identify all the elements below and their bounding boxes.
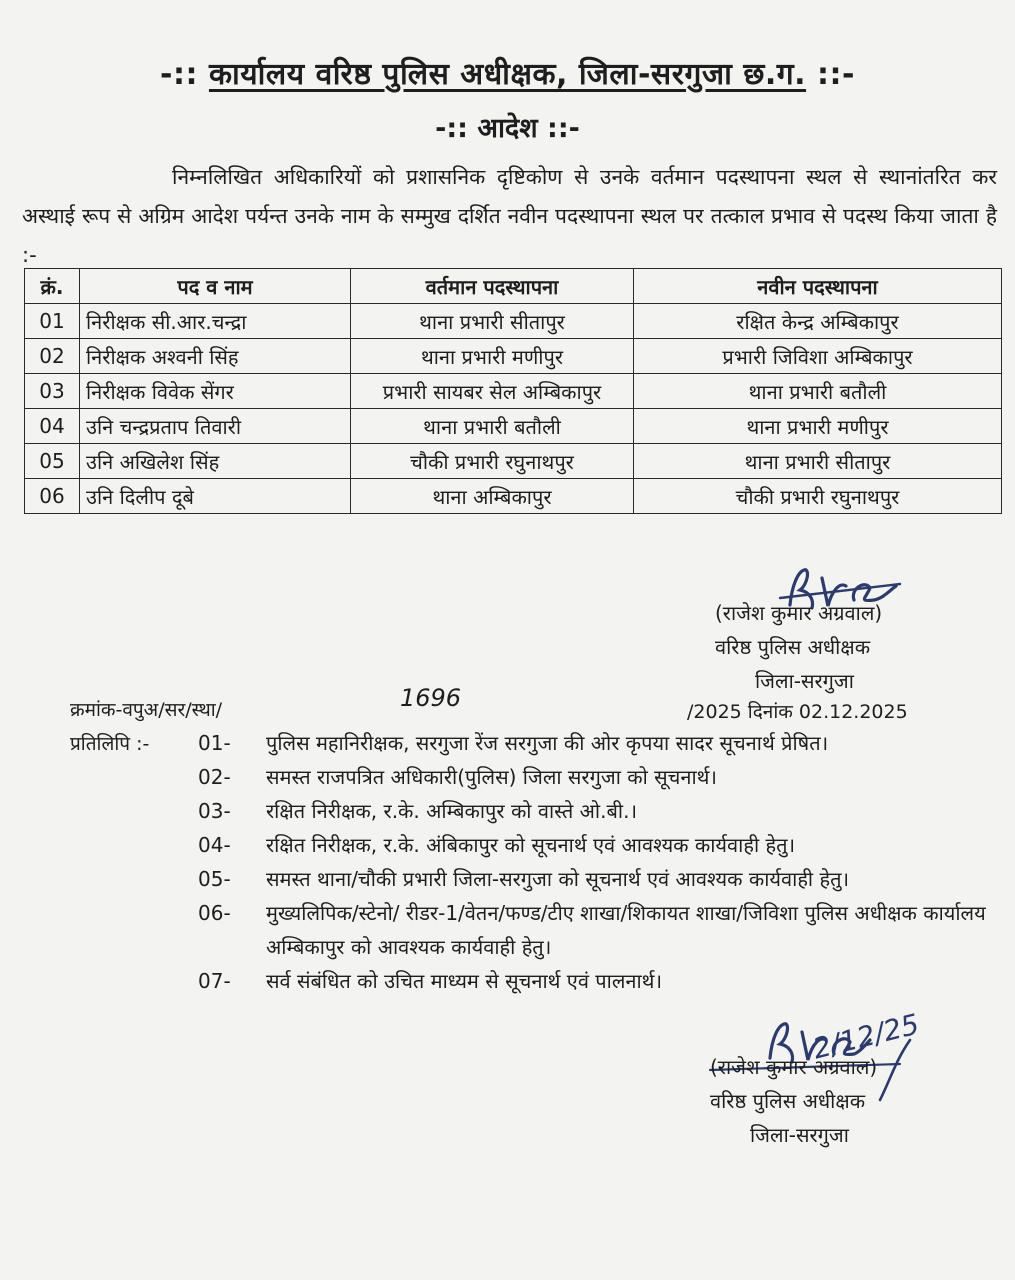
signatory-district: जिला-सरगुजा (755, 669, 854, 693)
copy-number: 05- (198, 867, 231, 891)
copy-list (198, 726, 988, 998)
copy-number: 03- (198, 799, 231, 823)
cell-serial: 02 (25, 339, 80, 374)
cell-current-posting: चौकी प्रभारी रघुनाथपुर (351, 444, 634, 479)
cell-name: निरीक्षक विवेक सेंगर (80, 374, 351, 409)
cell-current-posting: थाना प्रभारी मणीपुर (351, 339, 634, 374)
table-row (25, 479, 1002, 514)
copy-text: रक्षित निरीक्षक, र.के. अंबिकापुर को सूचनार्थ एवं आवश्यक कार्यवाही हेतु। (266, 833, 796, 857)
copy-text: रक्षित निरीक्षक, र.के. अम्बिकापुर को वास्ते ओ.बी.। (266, 799, 638, 823)
cell-new-posting: थाना प्रभारी मणीपुर (634, 409, 1002, 444)
cell-name: उनि अखिलेश सिंह (80, 444, 351, 479)
title-suffix: ::- (817, 57, 855, 92)
copy-number: 02- (198, 765, 231, 789)
copy-number: 01- (198, 731, 231, 755)
cell-current-posting: थाना प्रभारी बतौली (351, 409, 634, 444)
cell-name: उनि दिलीप दूबे (80, 479, 351, 514)
cell-name: निरीक्षक सी.आर.चन्द्रा (80, 304, 351, 339)
order-heading: -:: आदेश ::- (435, 113, 580, 144)
copy-text: समस्त थाना/चौकी प्रभारी जिला-सरगुजा को सूचनार्थ एवं आवश्यक कार्यवाही हेतु। (266, 867, 850, 891)
cell-serial: 04 (25, 409, 80, 444)
transfer-table (24, 268, 1002, 514)
office-title (0, 52, 1015, 93)
reference-date: /2025 दिनांक 02.12.2025 (687, 701, 908, 723)
cell-serial: 03 (25, 374, 80, 409)
cell-name: निरीक्षक अश्वनी सिंह (80, 339, 351, 374)
title-prefix: -:: (160, 57, 198, 92)
reference-prefix: क्रमांक-वपुअ/सर/स्था/ (70, 699, 223, 721)
col-new-posting: नवीन पदस्थापना (634, 269, 1002, 304)
table-row (25, 304, 1002, 339)
handwritten-date: 2/12/25 (809, 1007, 923, 1066)
table-row (25, 409, 1002, 444)
col-current-posting: वर्तमान पदस्थापना (351, 269, 634, 304)
cell-serial: 01 (25, 304, 80, 339)
cell-new-posting: थाना प्रभारी बतौली (634, 374, 1002, 409)
copy-text: समस्त राजपत्रित अधिकारी(पुलिस) जिला सरगुजा को सूचनार्थ। (266, 765, 718, 789)
copy-text: सर्व संबंधित को उचित माध्यम से सूचनार्थ एवं पालनार्थ। (266, 969, 663, 993)
signature-block-1 (715, 596, 882, 698)
cell-new-posting: रक्षित केन्द्र अम्बिकापुर (634, 304, 1002, 339)
signature-block-2 (710, 1050, 877, 1152)
cell-serial: 06 (25, 479, 80, 514)
col-name: पद व नाम (80, 269, 351, 304)
table-header-row (25, 269, 1002, 304)
table-row (25, 444, 1002, 479)
copy-number: 04- (198, 833, 231, 857)
reference-number: 1696 (400, 684, 462, 712)
signatory-designation: वरिष्ठ पुलिस अधीक्षक (710, 1089, 866, 1113)
copy-text: पुलिस महानिरीक्षक, सरगुजा रेंज सरगुजा की ओर कृपया सादर सूचनार्थ प्रेषित। (266, 731, 829, 755)
cell-new-posting: थाना प्रभारी सीतापुर (634, 444, 1002, 479)
signatory-name: (राजेश कुमार अग्रवाल) (715, 601, 883, 625)
table-row (25, 374, 1002, 409)
list-item (198, 760, 988, 794)
intro-paragraph: निम्नलिखित अधिकारियों को प्रशासनिक दृष्टिकोण से उनके वर्तमान पदस्थापना स्थल से स्थानांतरित कर अस्थाई रूप से अग्रिम आदेश पर्यन्त उनके नाम के सम्मुख दर्शित नवीन पदस्थापना स्थल पर तत्काल प्रभाव से पदस्थ किया जाता है :- (22, 165, 997, 267)
cell-serial: 05 (25, 444, 80, 479)
cell-current-posting: थाना प्रभारी सीतापुर (351, 304, 634, 339)
copy-label: प्रतिलिपि :- (70, 733, 150, 755)
table-row (25, 339, 1002, 374)
list-item (198, 726, 988, 760)
signatory-name: (राजेश कुमार अग्रवाल) (710, 1055, 878, 1079)
list-item (198, 794, 988, 828)
reference-line (70, 684, 940, 726)
copy-text: मुख्यलिपिक/स्टेनो/ रीडर-1/वेतन/फण्ड/टीए शाखा/शिकायत शाखा/जिविशा पुलिस अधीक्षक कार्यालय अम्बिकापुर को आवश्यक कार्यवाही हेतु। (266, 901, 986, 959)
cell-new-posting: प्रभारी जिविशा अम्बिकापुर (634, 339, 1002, 374)
office-name: कार्यालय वरिष्ठ पुलिस अधीक्षक, जिला-सरगुजा छ.ग. (208, 57, 807, 92)
list-item (198, 828, 988, 862)
list-item (198, 964, 988, 998)
signatory-district: जिला-सरगुजा (750, 1123, 849, 1147)
cell-current-posting: प्रभारी सायबर सेल अम्बिकापुर (351, 374, 634, 409)
copy-number: 07- (198, 969, 231, 993)
signatory-designation: वरिष्ठ पुलिस अधीक्षक (715, 635, 871, 659)
copy-number: 06- (198, 901, 231, 925)
list-item (198, 896, 988, 964)
col-serial: क्रं. (25, 269, 80, 304)
cell-name: उनि चन्द्रप्रताप तिवारी (80, 409, 351, 444)
cell-new-posting: चौकी प्रभारी रघुनाथपुर (634, 479, 1002, 514)
cell-current-posting: थाना अम्बिकापुर (351, 479, 634, 514)
list-item (198, 862, 988, 896)
